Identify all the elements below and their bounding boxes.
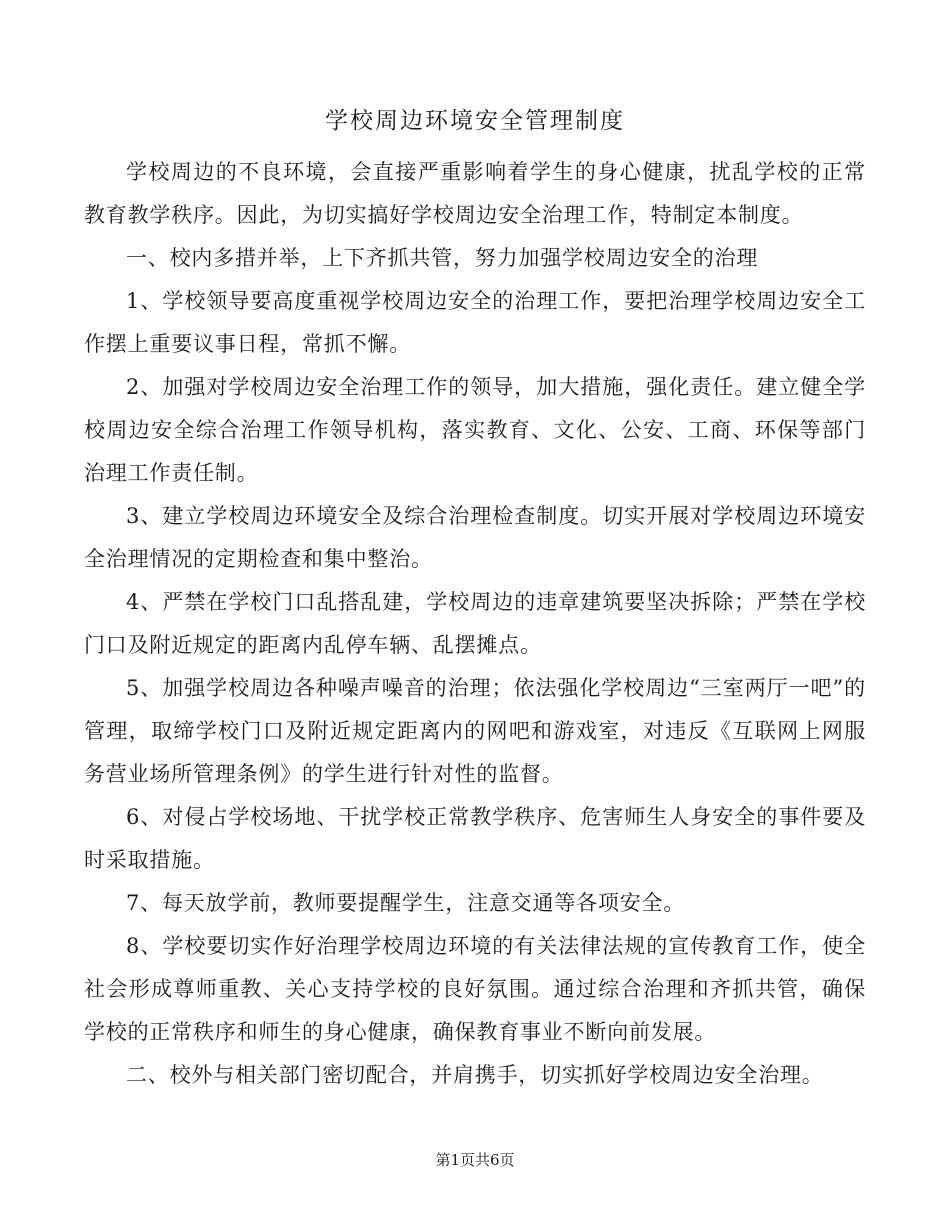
- document-body: [84, 151, 866, 1097]
- list-item-6: 6、对侵占学校场地、干扰学校正常教学秩序、危害师生人身安全的事件要及时采取措施。: [84, 805, 866, 872]
- list-item-2: 2、加强对学校周边安全治理工作的领导，加大措施，强化责任。建立健全学校周边安全综合治理工作领导机构，落实教育、文化、公安、工商、环保等部门治理工作责任制。: [84, 375, 866, 485]
- section-heading-1: 一、校内多措并举，上下齐抓共管，努力加强学校周边安全的治理: [126, 246, 759, 270]
- list-item-3: 3、建立学校周边环境安全及综合治理检查制度。切实开展对学校周边环境安全治理情况的定期检查和集中整治。: [84, 504, 866, 571]
- section-heading-2: 二、校外与相关部门密切配合，并肩携手，切实抓好学校周边安全治理。: [126, 1063, 824, 1087]
- list-item-7: 7、每天放学前，教师要提醒学生，注意交通等各项安全。: [126, 891, 686, 915]
- page-number-footer: 第1页共6页: [435, 1151, 515, 1169]
- document-title: 学校周边环境安全管理制度: [325, 108, 625, 134]
- list-item-8: 8、学校要切实作好治理学校周边环境的有关法律法规的宣传教育工作，使全社会形成尊师重教、关心支持学校的良好氛围。通过综合治理和齐抓共管，确保学校的正常秩序和师生的身心健康，确保教育事业不断向前发展。: [84, 934, 866, 1044]
- list-item-1: 1、学校领导要高度重视学校周边安全的治理工作，要把治理学校周边安全工作摆上重要议事日程，常抓不懈。: [84, 289, 866, 356]
- list-item-5: 5、加强学校周边各种噪声噪音的治理；依法强化学校周边“三室两厅一吧”的管理，取缔学校门口及附近规定距离内的网吧和游戏室，对违反《互联网上网服务营业场所管理条例》的学生进行针对性的监督。: [84, 676, 866, 786]
- list-item-4: 4、严禁在学校门口乱搭乱建，学校周边的违章建筑要坚决拆除；严禁在学校门口及附近规定的距离内乱停车辆、乱摆摊点。: [84, 590, 866, 657]
- paragraph-intro: 学校周边的不良环境，会直接严重影响着学生的身心健康，扰乱学校的正常教育教学秩序。因此，为切实搞好学校周边安全治理工作，特制定本制度。: [84, 160, 866, 227]
